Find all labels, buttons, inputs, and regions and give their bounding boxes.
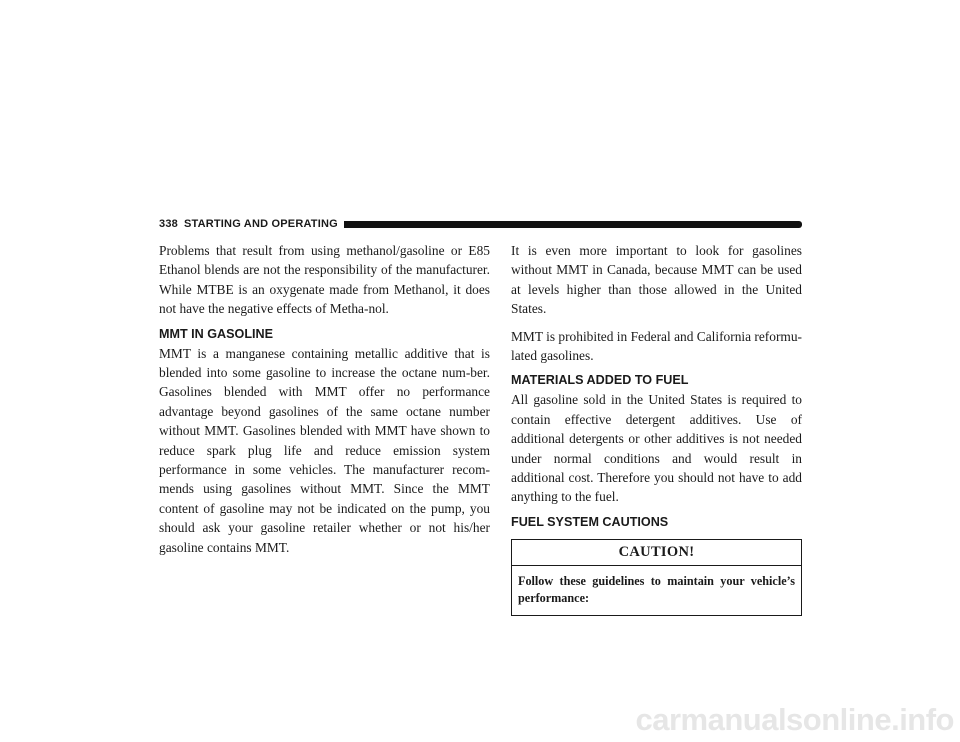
header-rule <box>344 221 802 228</box>
canada-paragraph: It is even more important to look for gasolines without MMT in Canada, because MMT can be used at levels higher than those allowed in the United States. <box>511 243 802 317</box>
cautions-heading: FUEL SYSTEM CAUTIONS <box>511 514 669 529</box>
intro-paragraph: Problems that result from using methanol/gasoline or E85 Ethanol blends are not the responsibility of the manufacturer. While MTBE is an oxygenate made from Methanol, it does not have the negative effects of Metha-nol. <box>159 243 490 317</box>
mmt-heading: MMT IN GASOLINE <box>159 326 274 341</box>
materials-paragraph: All gasoline sold in the United States is required to contain effective detergent additives. Use of additional detergents or other additives is not needed under normal conditions and would result in additional cost. Therefore you should not have to add anything to the fuel. <box>511 392 802 505</box>
watermark-logo: carmanualsonline.info <box>635 702 954 737</box>
page-number: 338 <box>159 218 178 230</box>
materials-heading: MATERIALS ADDED TO FUEL <box>511 373 689 388</box>
caution-body: Follow these guidelines to maintain your vehicle’s performance: <box>518 573 795 605</box>
section-title: STARTING AND OPERATING <box>183 218 338 230</box>
caution-title: CAUTION! <box>512 540 801 566</box>
prohibited-paragraph: MMT is prohibited in Federal and California reformu-lated gasolines. <box>511 328 802 364</box>
page-header <box>159 217 802 231</box>
right-column <box>511 241 802 616</box>
left-column <box>159 241 490 565</box>
mmt-paragraph: MMT is a manganese containing metallic additive that is blended into some gasoline to increase the octane num-ber. Gasolines blended with MMT offer no performance advantage beyond gasolines of the same octane number without MMT. Gasolines blended with MMT have shown to reduce spark plug life and reduce emission system performance in some vehicles. The manufacturer recom-mends using gasolines without MMT. Since the MMT content of gasoline may not be indicated on the pump, you should ask your gasoline retailer whether or not his/her gasoline contains MMT. <box>159 345 490 555</box>
caution-box <box>511 539 802 616</box>
